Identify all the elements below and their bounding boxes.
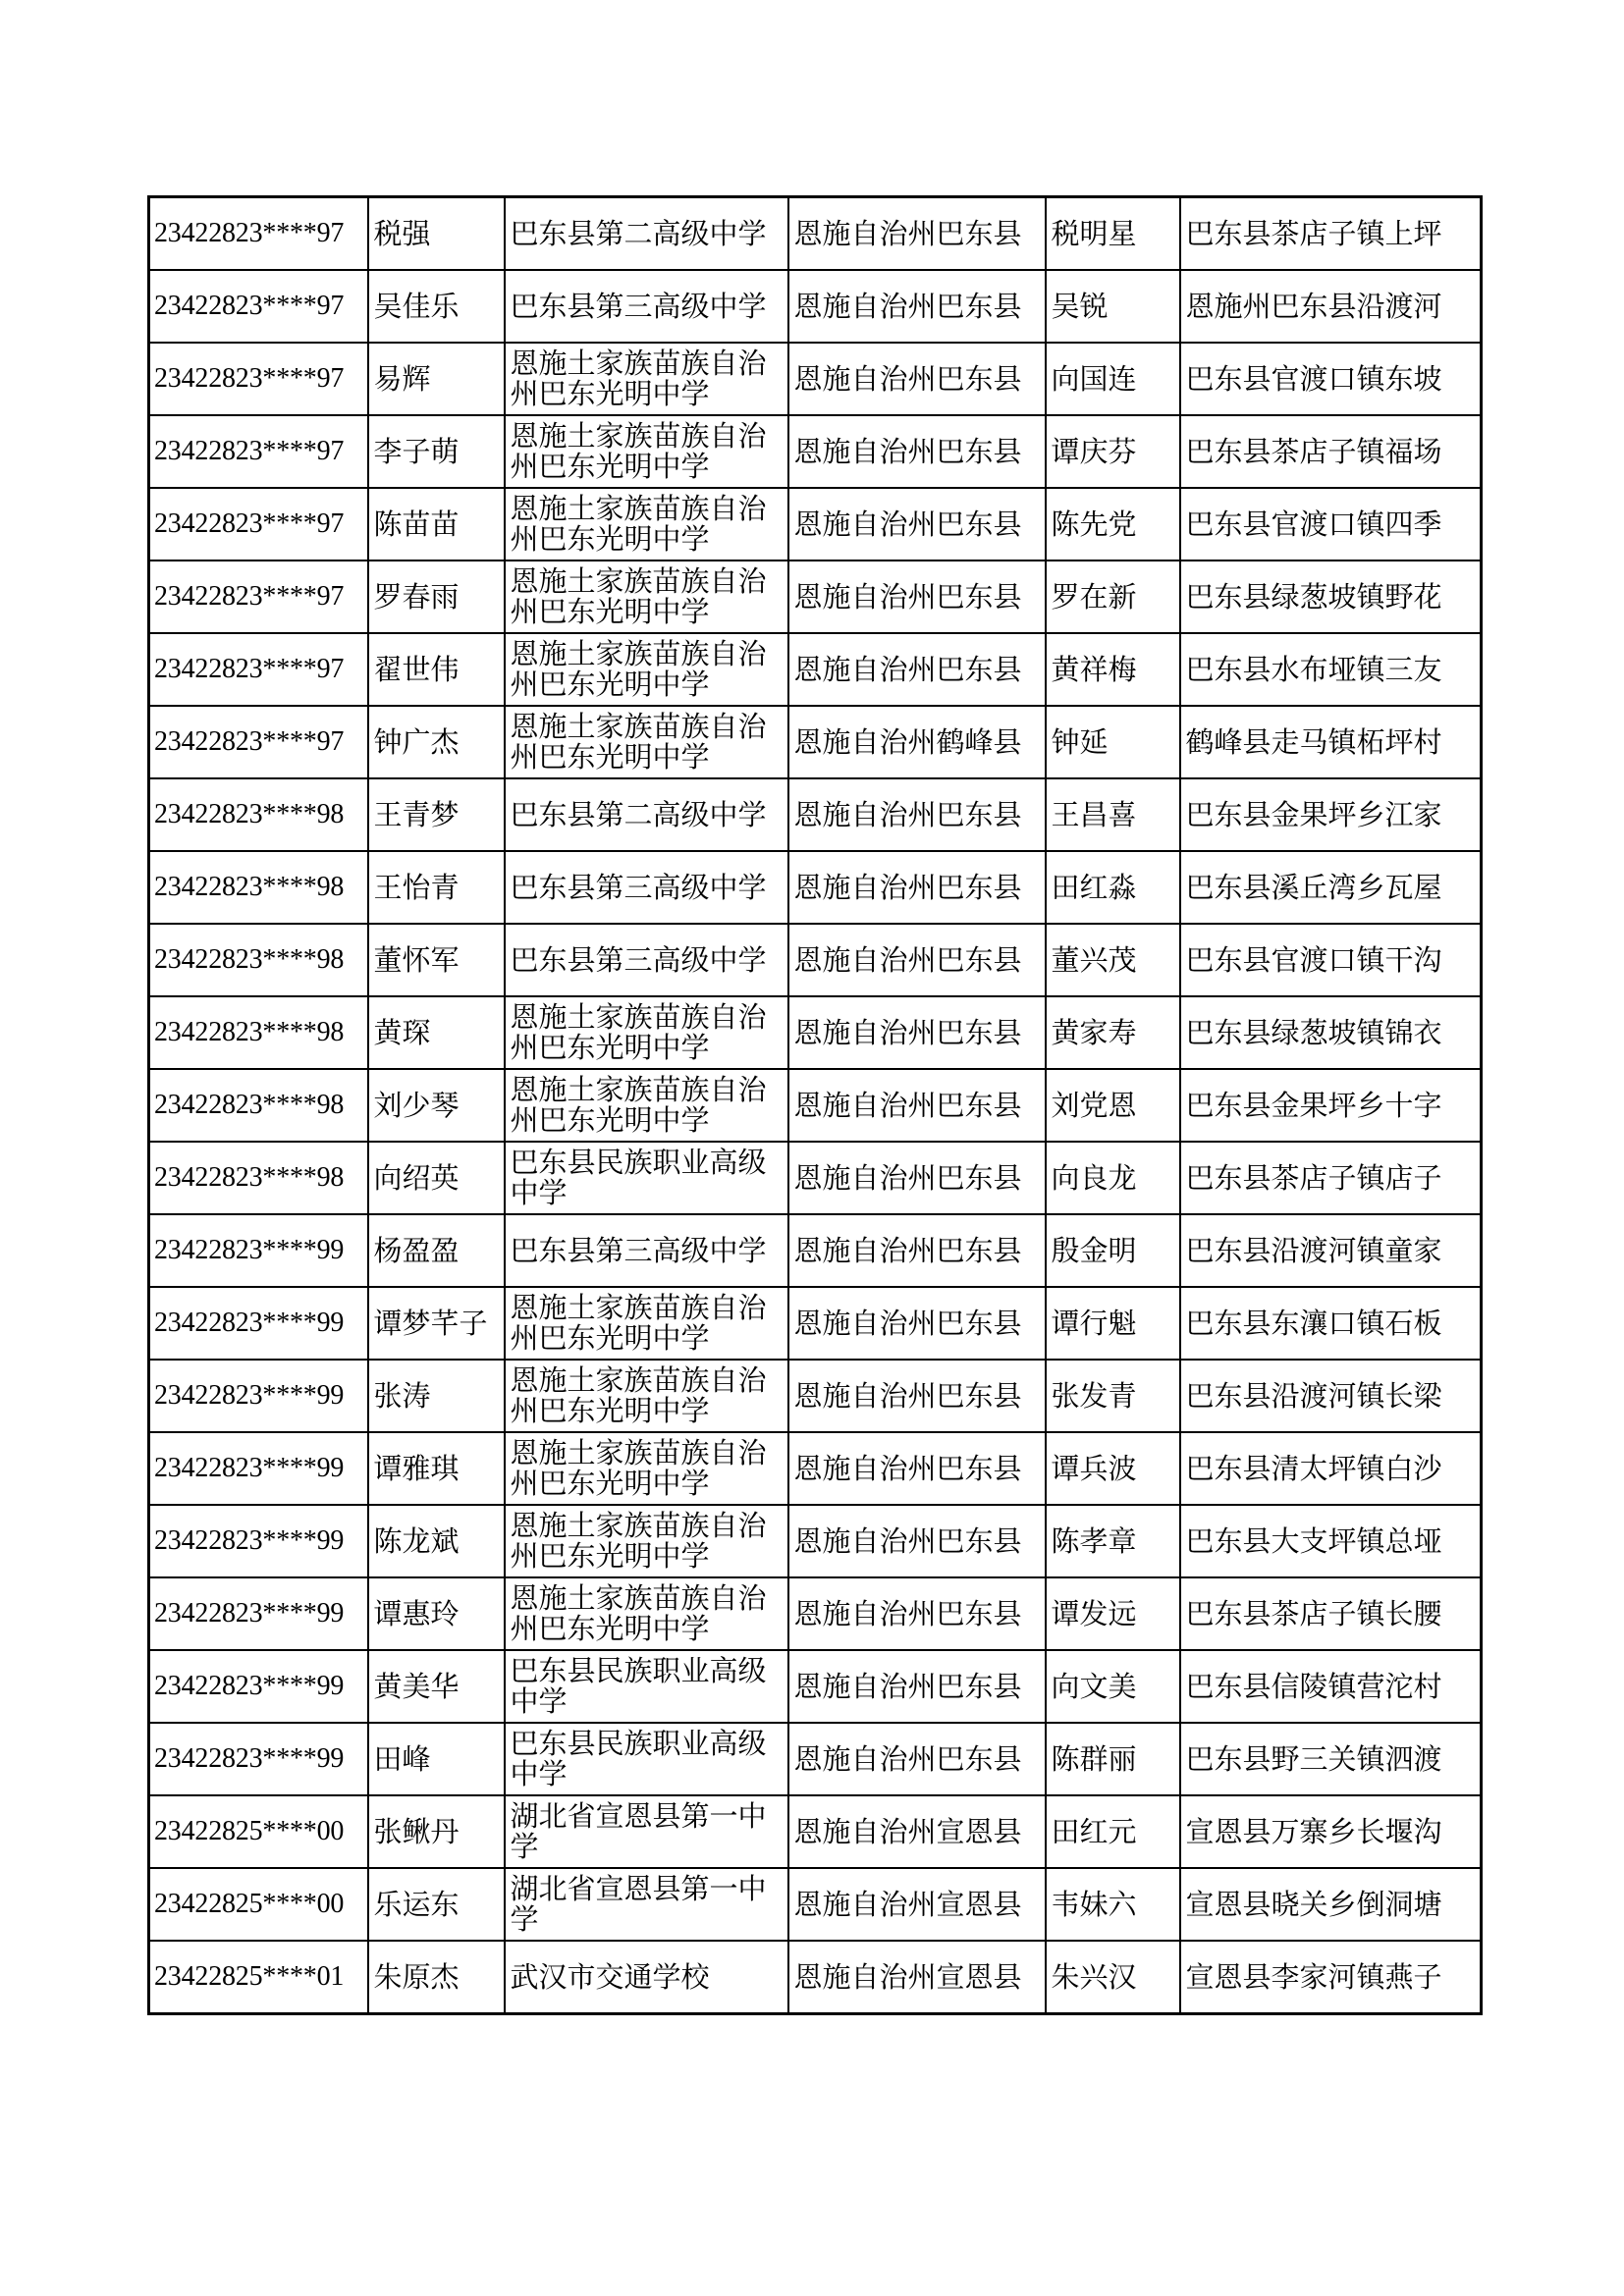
student-name-cell: 黄琛 <box>368 996 505 1069</box>
exam-id-cell: 23422823****97 <box>149 561 368 633</box>
table-row <box>149 1650 1482 1723</box>
region-cell: 恩施自治州巴东县 <box>788 633 1046 706</box>
exam-id-cell: 23422823****97 <box>149 343 368 415</box>
exam-id-cell: 23422823****98 <box>149 851 368 924</box>
school-cell: 湖北省宣恩县第一中学 <box>505 1868 788 1941</box>
parent-name-cell: 吴锐 <box>1046 270 1180 343</box>
region-cell: 恩施自治州巴东县 <box>788 778 1046 851</box>
school-cell: 湖北省宣恩县第一中学 <box>505 1795 788 1868</box>
exam-id-cell: 23422823****97 <box>149 488 368 561</box>
table-row <box>149 778 1482 851</box>
address-cell: 巴东县大支坪镇总垭 <box>1180 1505 1482 1577</box>
student-name-cell: 董怀军 <box>368 924 505 996</box>
region-cell: 恩施自治州巴东县 <box>788 1214 1046 1287</box>
school-cell: 武汉市交通学校 <box>505 1941 788 2014</box>
parent-name-cell: 税明星 <box>1046 197 1180 271</box>
parent-name-cell: 黄祥梅 <box>1046 633 1180 706</box>
table-row <box>149 1360 1482 1432</box>
region-cell: 恩施自治州巴东县 <box>788 924 1046 996</box>
address-cell: 巴东县沿渡河镇童家 <box>1180 1214 1482 1287</box>
region-cell: 恩施自治州巴东县 <box>788 561 1046 633</box>
address-cell: 巴东县茶店子镇长腰 <box>1180 1577 1482 1650</box>
address-cell: 鹤峰县走马镇柘坪村 <box>1180 706 1482 778</box>
school-cell: 巴东县民族职业高级中学 <box>505 1650 788 1723</box>
exam-id-cell: 23422823****97 <box>149 197 368 271</box>
exam-id-cell: 23422825****00 <box>149 1868 368 1941</box>
student-name-cell: 易辉 <box>368 343 505 415</box>
region-cell: 恩施自治州巴东县 <box>788 996 1046 1069</box>
student-name-cell: 朱原杰 <box>368 1941 505 2014</box>
region-cell: 恩施自治州宣恩县 <box>788 1941 1046 2014</box>
region-cell: 恩施自治州巴东县 <box>788 270 1046 343</box>
exam-id-cell: 23422823****98 <box>149 996 368 1069</box>
address-cell: 巴东县溪丘湾乡瓦屋 <box>1180 851 1482 924</box>
parent-name-cell: 陈孝章 <box>1046 1505 1180 1577</box>
parent-name-cell: 陈先党 <box>1046 488 1180 561</box>
student-name-cell: 王怡青 <box>368 851 505 924</box>
region-cell: 恩施自治州宣恩县 <box>788 1795 1046 1868</box>
region-cell: 恩施自治州巴东县 <box>788 1142 1046 1214</box>
exam-id-cell: 23422823****99 <box>149 1287 368 1360</box>
exam-id-cell: 23422823****99 <box>149 1360 368 1432</box>
parent-name-cell: 刘党恩 <box>1046 1069 1180 1142</box>
student-name-cell: 田峰 <box>368 1723 505 1795</box>
parent-name-cell: 陈群丽 <box>1046 1723 1180 1795</box>
student-name-cell: 向绍英 <box>368 1142 505 1214</box>
student-name-cell: 吴佳乐 <box>368 270 505 343</box>
school-cell: 恩施土家族苗族自治州巴东光明中学 <box>505 1287 788 1360</box>
region-cell: 恩施自治州巴东县 <box>788 1432 1046 1505</box>
roster-body <box>149 197 1482 2014</box>
address-cell: 恩施州巴东县沿渡河 <box>1180 270 1482 343</box>
school-cell: 巴东县第二高级中学 <box>505 778 788 851</box>
student-name-cell: 罗春雨 <box>368 561 505 633</box>
region-cell: 恩施自治州巴东县 <box>788 1287 1046 1360</box>
school-cell: 恩施土家族苗族自治州巴东光明中学 <box>505 996 788 1069</box>
parent-name-cell: 田红淼 <box>1046 851 1180 924</box>
student-name-cell: 王青梦 <box>368 778 505 851</box>
address-cell: 巴东县茶店子镇上坪 <box>1180 197 1482 271</box>
parent-name-cell: 向国连 <box>1046 343 1180 415</box>
school-cell: 巴东县第二高级中学 <box>505 197 788 271</box>
parent-name-cell: 谭兵波 <box>1046 1432 1180 1505</box>
address-cell: 巴东县茶店子镇福场 <box>1180 415 1482 488</box>
table-row <box>149 197 1482 271</box>
exam-id-cell: 23422823****99 <box>149 1505 368 1577</box>
parent-name-cell: 谭行魁 <box>1046 1287 1180 1360</box>
table-row <box>149 1941 1482 2014</box>
exam-id-cell: 23422825****00 <box>149 1795 368 1868</box>
address-cell: 巴东县绿葱坡镇锦衣 <box>1180 996 1482 1069</box>
parent-name-cell: 殷金明 <box>1046 1214 1180 1287</box>
parent-name-cell: 朱兴汉 <box>1046 1941 1180 2014</box>
region-cell: 恩施自治州巴东县 <box>788 1505 1046 1577</box>
exam-id-cell: 23422823****99 <box>149 1432 368 1505</box>
exam-id-cell: 23422823****97 <box>149 415 368 488</box>
exam-id-cell: 23422825****01 <box>149 1941 368 2014</box>
student-name-cell: 李子萌 <box>368 415 505 488</box>
table-row <box>149 706 1482 778</box>
exam-id-cell: 23422823****97 <box>149 270 368 343</box>
student-name-cell: 张鳅丹 <box>368 1795 505 1868</box>
address-cell: 巴东县官渡口镇东坡 <box>1180 343 1482 415</box>
parent-name-cell: 董兴茂 <box>1046 924 1180 996</box>
address-cell: 巴东县野三关镇泗渡 <box>1180 1723 1482 1795</box>
parent-name-cell: 田红元 <box>1046 1795 1180 1868</box>
school-cell: 恩施土家族苗族自治州巴东光明中学 <box>505 488 788 561</box>
exam-id-cell: 23422823****99 <box>149 1214 368 1287</box>
student-name-cell: 乐运东 <box>368 1868 505 1941</box>
school-cell: 恩施土家族苗族自治州巴东光明中学 <box>505 1577 788 1650</box>
table-row <box>149 561 1482 633</box>
address-cell: 巴东县东瀼口镇石板 <box>1180 1287 1482 1360</box>
address-cell: 巴东县水布垭镇三友 <box>1180 633 1482 706</box>
school-cell: 恩施土家族苗族自治州巴东光明中学 <box>505 343 788 415</box>
exam-id-cell: 23422823****98 <box>149 1069 368 1142</box>
address-cell: 宣恩县万寨乡长堰沟 <box>1180 1795 1482 1868</box>
region-cell: 恩施自治州巴东县 <box>788 343 1046 415</box>
exam-id-cell: 23422823****98 <box>149 1142 368 1214</box>
exam-id-cell: 23422823****97 <box>149 706 368 778</box>
student-roster-table <box>147 195 1483 2015</box>
parent-name-cell: 向文美 <box>1046 1650 1180 1723</box>
exam-id-cell: 23422823****99 <box>149 1723 368 1795</box>
exam-id-cell: 23422823****97 <box>149 633 368 706</box>
student-name-cell: 翟世伟 <box>368 633 505 706</box>
student-name-cell: 刘少琴 <box>368 1069 505 1142</box>
student-name-cell: 谭雅琪 <box>368 1432 505 1505</box>
table-row <box>149 1069 1482 1142</box>
table-row <box>149 633 1482 706</box>
school-cell: 恩施土家族苗族自治州巴东光明中学 <box>505 561 788 633</box>
exam-id-cell: 23422823****98 <box>149 924 368 996</box>
parent-name-cell: 谭发远 <box>1046 1577 1180 1650</box>
table-row <box>149 1795 1482 1868</box>
student-name-cell: 陈苗苗 <box>368 488 505 561</box>
parent-name-cell: 谭庆芬 <box>1046 415 1180 488</box>
student-name-cell: 谭惠玲 <box>368 1577 505 1650</box>
table-row <box>149 1505 1482 1577</box>
region-cell: 恩施自治州巴东县 <box>788 1069 1046 1142</box>
table-row <box>149 415 1482 488</box>
exam-id-cell: 23422823****98 <box>149 778 368 851</box>
parent-name-cell: 向良龙 <box>1046 1142 1180 1214</box>
table-row <box>149 1214 1482 1287</box>
school-cell: 恩施土家族苗族自治州巴东光明中学 <box>505 415 788 488</box>
table-row <box>149 924 1482 996</box>
table-row <box>149 270 1482 343</box>
table-row <box>149 1142 1482 1214</box>
table-row <box>149 996 1482 1069</box>
table-row <box>149 343 1482 415</box>
region-cell: 恩施自治州鹤峰县 <box>788 706 1046 778</box>
student-name-cell: 陈龙斌 <box>368 1505 505 1577</box>
region-cell: 恩施自治州巴东县 <box>788 1723 1046 1795</box>
region-cell: 恩施自治州巴东县 <box>788 1360 1046 1432</box>
table-row <box>149 851 1482 924</box>
student-name-cell: 张涛 <box>368 1360 505 1432</box>
table-row <box>149 1287 1482 1360</box>
address-cell: 巴东县官渡口镇干沟 <box>1180 924 1482 996</box>
student-name-cell: 黄美华 <box>368 1650 505 1723</box>
address-cell: 巴东县绿葱坡镇野花 <box>1180 561 1482 633</box>
school-cell: 恩施土家族苗族自治州巴东光明中学 <box>505 1505 788 1577</box>
parent-name-cell: 罗在新 <box>1046 561 1180 633</box>
school-cell: 巴东县第三高级中学 <box>505 270 788 343</box>
region-cell: 恩施自治州巴东县 <box>788 197 1046 271</box>
address-cell: 巴东县信陵镇营沱村 <box>1180 1650 1482 1723</box>
address-cell: 巴东县清太坪镇白沙 <box>1180 1432 1482 1505</box>
table-row <box>149 488 1482 561</box>
student-name-cell: 税强 <box>368 197 505 271</box>
student-name-cell: 谭梦芊子 <box>368 1287 505 1360</box>
address-cell: 巴东县金果坪乡十字 <box>1180 1069 1482 1142</box>
table-row <box>149 1723 1482 1795</box>
exam-id-cell: 23422823****99 <box>149 1650 368 1723</box>
school-cell: 恩施土家族苗族自治州巴东光明中学 <box>505 1360 788 1432</box>
region-cell: 恩施自治州宣恩县 <box>788 1868 1046 1941</box>
school-cell: 恩施土家族苗族自治州巴东光明中学 <box>505 1069 788 1142</box>
address-cell: 巴东县茶店子镇店子 <box>1180 1142 1482 1214</box>
address-cell: 巴东县沿渡河镇长梁 <box>1180 1360 1482 1432</box>
region-cell: 恩施自治州巴东县 <box>788 488 1046 561</box>
table-row <box>149 1577 1482 1650</box>
student-name-cell: 钟广杰 <box>368 706 505 778</box>
school-cell: 巴东县第三高级中学 <box>505 1214 788 1287</box>
parent-name-cell: 张发青 <box>1046 1360 1180 1432</box>
table-row <box>149 1432 1482 1505</box>
school-cell: 恩施土家族苗族自治州巴东光明中学 <box>505 1432 788 1505</box>
school-cell: 巴东县民族职业高级中学 <box>505 1723 788 1795</box>
table-row <box>149 1868 1482 1941</box>
address-cell: 巴东县官渡口镇四季 <box>1180 488 1482 561</box>
school-cell: 恩施土家族苗族自治州巴东光明中学 <box>505 633 788 706</box>
parent-name-cell: 王昌喜 <box>1046 778 1180 851</box>
parent-name-cell: 韦妹六 <box>1046 1868 1180 1941</box>
address-cell: 宣恩县晓关乡倒洞塘 <box>1180 1868 1482 1941</box>
parent-name-cell: 黄家寿 <box>1046 996 1180 1069</box>
school-cell: 恩施土家族苗族自治州巴东光明中学 <box>505 706 788 778</box>
school-cell: 巴东县第三高级中学 <box>505 924 788 996</box>
parent-name-cell: 钟延 <box>1046 706 1180 778</box>
region-cell: 恩施自治州巴东县 <box>788 1577 1046 1650</box>
region-cell: 恩施自治州巴东县 <box>788 851 1046 924</box>
region-cell: 恩施自治州巴东县 <box>788 415 1046 488</box>
region-cell: 恩施自治州巴东县 <box>788 1650 1046 1723</box>
school-cell: 巴东县第三高级中学 <box>505 851 788 924</box>
student-name-cell: 杨盈盈 <box>368 1214 505 1287</box>
address-cell: 巴东县金果坪乡江家 <box>1180 778 1482 851</box>
school-cell: 巴东县民族职业高级中学 <box>505 1142 788 1214</box>
exam-id-cell: 23422823****99 <box>149 1577 368 1650</box>
address-cell: 宣恩县李家河镇燕子 <box>1180 1941 1482 2014</box>
